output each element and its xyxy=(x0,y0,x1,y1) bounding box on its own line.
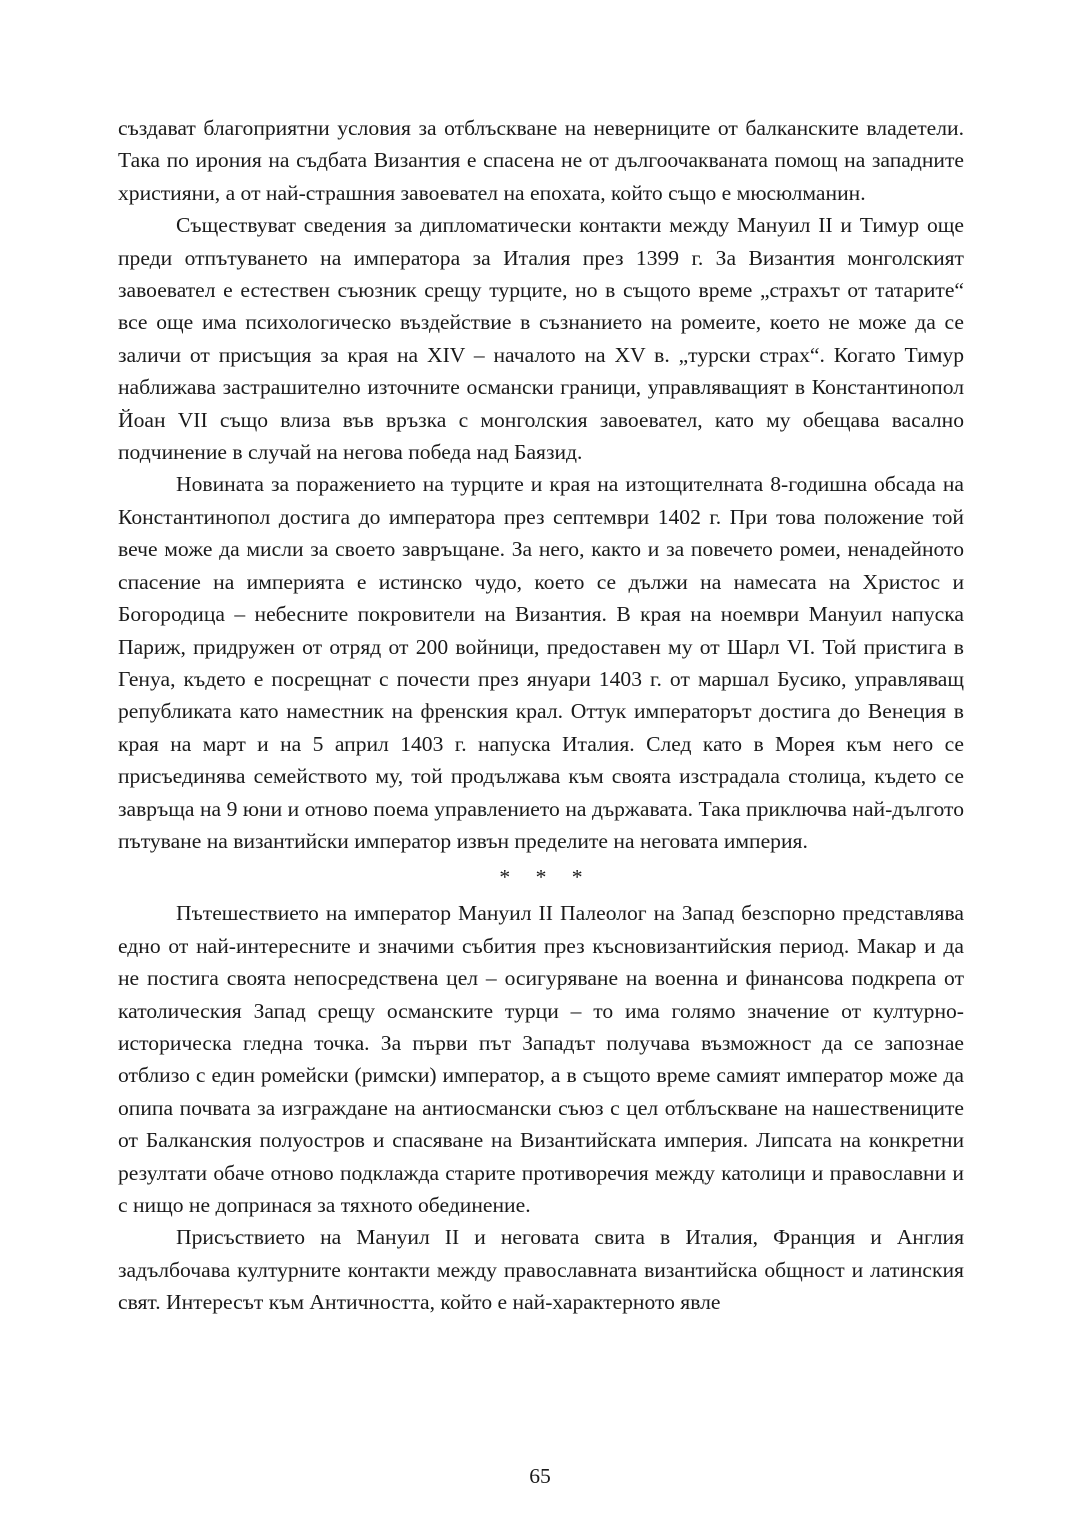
page-number: 65 xyxy=(529,1464,551,1488)
paragraph-cultural-contacts: Присъствието на Мануил II и неговата свита в Италия, Франция и Англия задълбочава културните контакти между православната византийска общност и латинския свят. Интересът към Античността, който е най-характерното явле xyxy=(118,1225,964,1315)
page-body xyxy=(118,112,964,1442)
paragraph-return-news: Новината за поражението на турците и края на изтощителната 8-годишна обсада на Константинопол достига до императора през септември 1402 г. При това положение той вече може да мисли за своето завръщане. За него, както и за повечето ромеи, ненадейното спасение на империята е истинско чудо, което се дължи на намесата на Христос и Богородица – небесните покровители на Византия. В края на ноември Мануил напуска Париж, придружен от отряд от 200 войници, предоставен му от Шарл VI. Той пристига в Генуа, където е посрещнат с почести през януари 1403 г. от маршал Бусико, управляващ републиката като наместник на френския крал. Оттук императорът достига до Венеция в края на март и на 5 април 1403 г. напуска Италия. След като в Морея към него се присъединява семейството му, той продължава към своята изстрадала столица, където се завръща на 9 юни и отново поема управлението на държавата. Така приключва най-дългото пътуване на византийски император извън пределите на неговата империя. xyxy=(118,472,964,853)
paragraph-diplomatic-contacts: Съществуват сведения за дипломатически контакти между Мануил II и Тимур още преди отпътуването на императора за Италия през 1399 г. За Византия монголският завоевател е естествен съюзник срещу турците, но в същото време „страхът от татарите“ все още има психологическо въздействие в съзнанието на ромеите, което не може да се заличи от присъщия за края на XIV – началото на XV в. „турски страх“. Когато Тимур наближава застрашително източните османски граници, управляващият в Константинопол Йоан VII също влиза във връзка с монголския завоевател, като му обещава васално подчинение в случай на негова победа над Баязид. xyxy=(118,213,964,465)
section-separator: * * * xyxy=(499,865,593,890)
paragraph-continuation: създават благоприятни условия за отблъскване на неверниците от балканските владетели. Така по ирония на съдбата Византия е спасена не от дългоочакваната помощ на западните християни, а от най-страшния завоевател на епохата, който също е мюсюлманин. xyxy=(118,116,964,205)
paragraph-journey-significance: Пътешествието на император Мануил II Палеолог на Запад безспорно представлява едно от най-интересните и значими събития през късновизантийския период. Макар и да не постига своята непосредствена цел – осигуряване на военна и финансова подкрепа от католическия Запад срещу османските турци – то има голямо значение от културно-историческа гледна точка. За първи път Западът получава възможност да се запознае отблизо с един ромейски (римски) император, а в същото време самият император може да опипа почвата за изграждане на антиосмански съюз с цел отблъскване на нашествениците от Балканския полуостров и спасяване на Византийската империя. Липсата на конкретни резултати обаче отново подклажда старите противоречия между католици и православни и с нищо не допринася за тяхното обединение. xyxy=(118,901,964,1217)
